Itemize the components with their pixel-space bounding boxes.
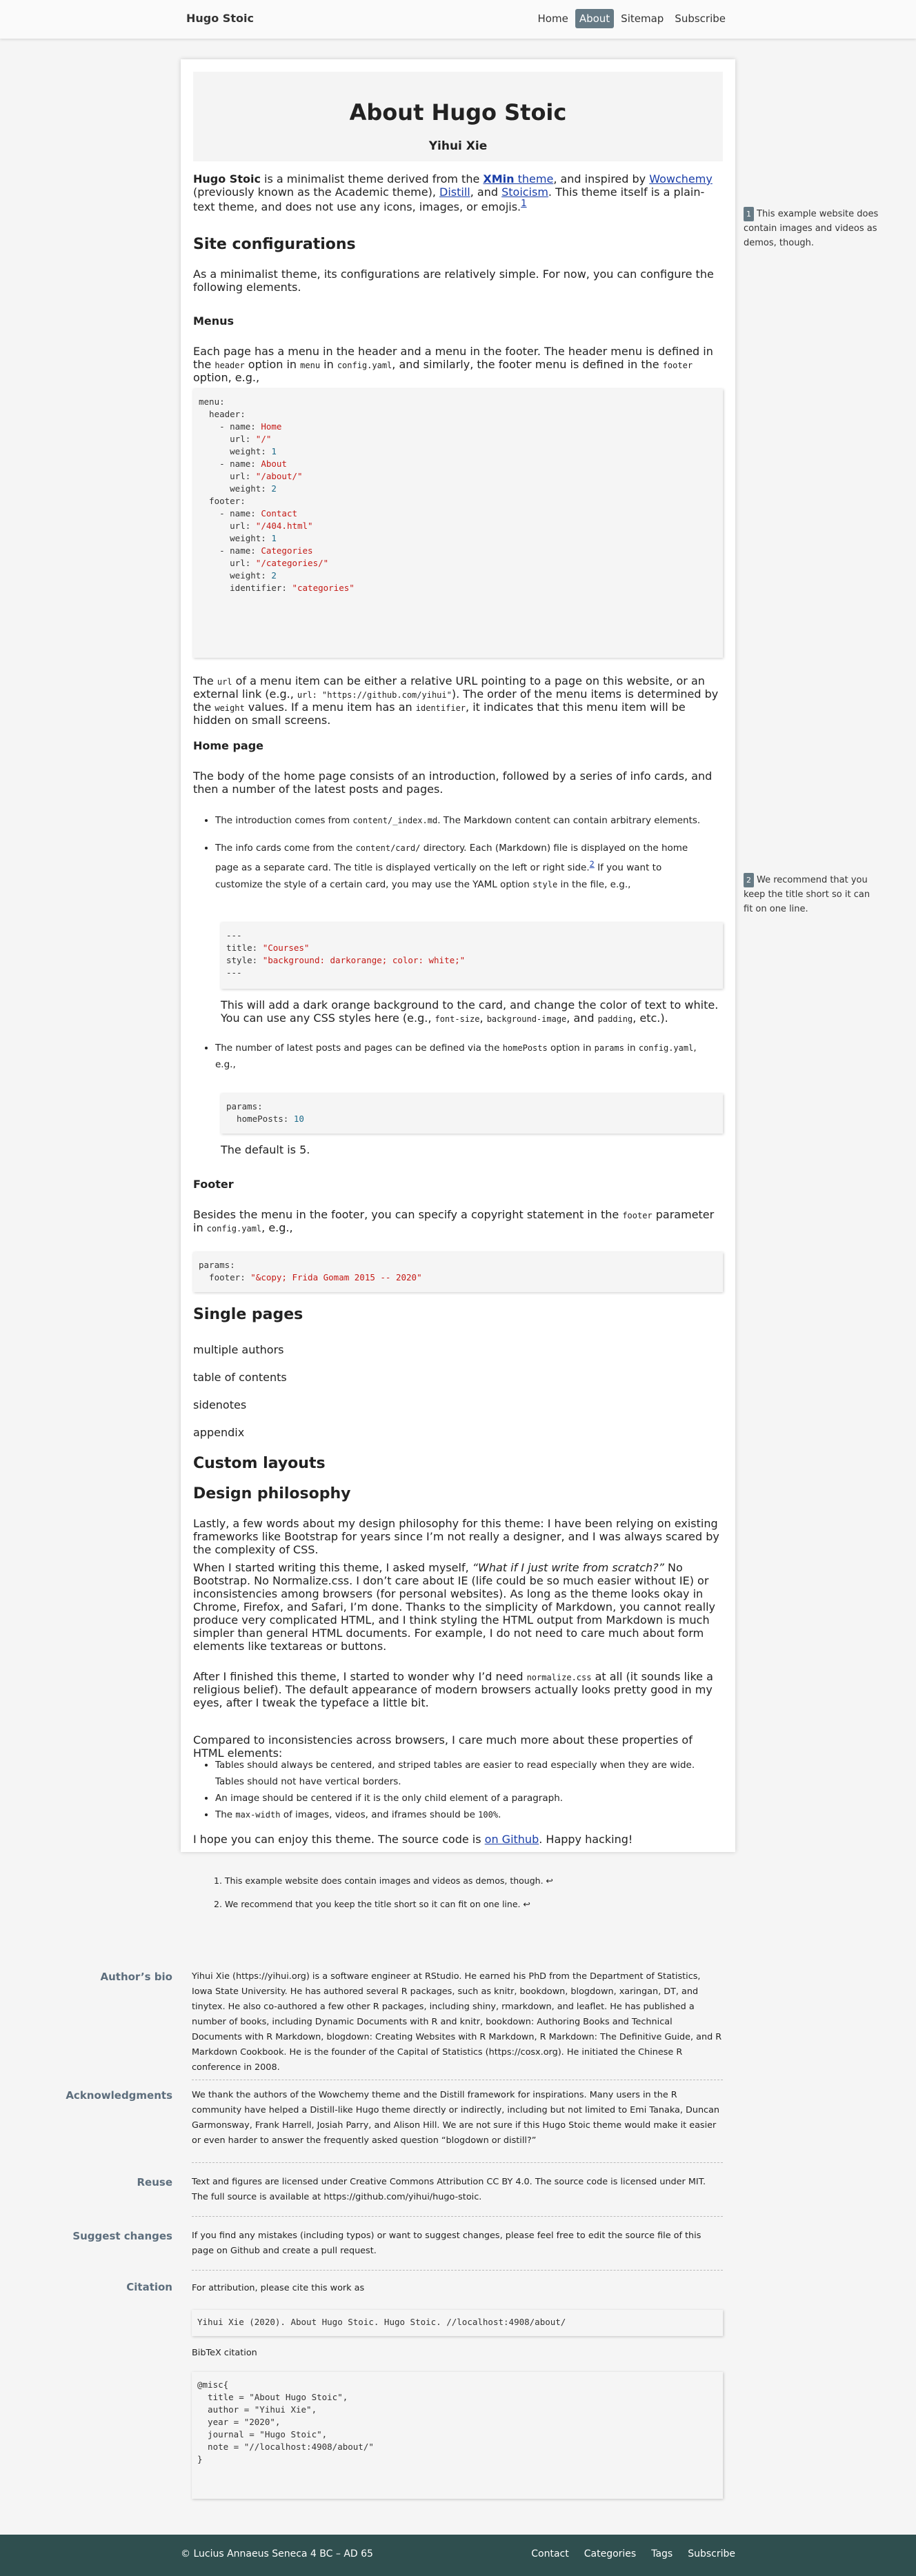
text: option, e.g., (193, 371, 260, 384)
wowchemy-link[interactable]: Wowchemy (649, 172, 713, 185)
xmin-link[interactable]: XMin (483, 172, 515, 185)
nav-about[interactable]: About (575, 9, 614, 28)
footer-link-categories[interactable]: Categories (584, 2548, 637, 2559)
enjoy-paragraph: I hope you can enjoy this theme. The source code is on Github. Happy hacking! (193, 1833, 633, 1846)
bibtex-code: @misc{ title = "About Hugo Stoic", author = "Yihui Xie", year = "2020", journal = "Hugo Stoic", note = "//localhost:4908/about/" } (192, 2372, 723, 2499)
footnote-ref-1[interactable]: 1 (521, 199, 527, 209)
suggest-label: Suggest changes (72, 2230, 172, 2242)
intro-text: (previously known as the Academic theme), (193, 185, 440, 199)
text: The (193, 674, 217, 687)
list-item: • The introduction comes from content/_index.md. The Markdown content can contain arbitrary elements. (215, 812, 712, 829)
inline-code: url (217, 677, 232, 687)
intro-text: , and (470, 185, 502, 199)
citation-label: Citation (126, 2281, 172, 2293)
code-block-params: params: homePosts: 10 (221, 1094, 723, 1134)
distill-link[interactable]: Distill (439, 185, 470, 199)
sidenote-text: This example website does contain images and videos as demos, though. (744, 209, 879, 248)
home-list (215, 812, 712, 893)
code-block-footer: params: footer: "&copy; Frida Gomam 2015 -- 2020" (193, 1252, 723, 1292)
card-style-paragraph: This will add a dark orange background to the card, and change the color of text to white. You can use any CSS styles here (e.g., font-size, background-image, and padding, etc.). (221, 998, 719, 1025)
list-item: • The max-width of images, videos, and iframes should be 100%. (215, 1807, 712, 1823)
citation-code: Yihui Xie (2020). About Hugo Stoic. Hugo Stoic. //localhost:4908/about/ (192, 2310, 723, 2336)
nav-home[interactable]: Home (537, 12, 568, 25)
reuse-text: Text and figures are licensed under Creative Commons Attribution CC BY 4.0. The source code is licensed under MIT. The full source is available at https://github.com/yihui/hugo-stoic. (192, 2177, 706, 2202)
list-item: • An image should be centered if it is the only child element of a paragraph. (215, 1790, 712, 1807)
default-paragraph: The default is 5. (221, 1143, 310, 1156)
text: , and similarly, the footer menu is defined in the (392, 358, 663, 371)
divider (192, 2216, 723, 2217)
list-item: • Tables should always be centered, and striped tables are easier to read especially when they are wide. Tables should not have vertical borders. (215, 1757, 712, 1790)
nav-subscribe[interactable]: Subscribe (675, 12, 726, 25)
sidenote-2 (744, 873, 882, 916)
text: Each page has a menu in the header and a menu in the footer. The header menu is defined in the (193, 345, 713, 371)
heading-footer: Footer (193, 1178, 234, 1191)
inline-code: header (215, 361, 245, 370)
page-title: About Hugo Stoic (349, 99, 567, 125)
design-paragraph-4: Compared to inconsistencies across browsers, I care much more about these properties of HTML elements: (193, 1733, 693, 1760)
ack-text: We thank the authors of the Wowchemy theme and the Distill framework for inspirations. Many users in the R community have helped a Distill-like Hugo theme directly or indirectly, including but not limited to Emi Tanaka, Duncan Garmonsway, Frank Harrell, Josiah Parry, and Alison Hill. We are not sure if this Hugo Stoic theme would make it easier or even harder to answer the frequently asked question “blogdown or distill?” (192, 2090, 720, 2146)
article-card (181, 59, 735, 1909)
header-menu (534, 9, 730, 28)
single-item: multiple authors (193, 1343, 284, 1356)
nav-sitemap[interactable]: Sitemap (621, 12, 664, 25)
text: ). The order of the menu items is determined by the (193, 687, 719, 714)
inline-code: config.yaml (337, 361, 392, 370)
url-paragraph (193, 674, 723, 727)
heading-custom-layouts: Custom layouts (193, 1455, 326, 1472)
inline-code: weight (215, 703, 245, 713)
design-paragraph-3: After I finished this theme, I started to wonder why I’d need normalize.css at all (it sounds like a religious belief). The default appearance of modern browsers actually looks pretty good in my eyes, after I tweak the typeface a little bit. (193, 1670, 713, 1709)
stoicism-link[interactable]: Stoicism (501, 185, 548, 199)
inline-code: menu (300, 361, 321, 370)
bio-text: Yihui Xie (https://yihui.org) is a software engineer at RStudio. He earned his PhD from the Department of Statistics, Iowa State University. He has authored several R packages, such as knitr, bookdown, blogdown, xaringan, DT, and tinytex. He also co-authored a few other R packages, including shiny, rmarkdown, and leaflet. He has published a number of books, including Dynamic Documents with R and knitr, bookdown: Authoring Books and Technical Documents with R Markdown, blogdown: Creating Websites with R Markdown, R Markdown: The Definitive Guide, and R Markdown Cookbook. He is the founder of the Capital of Statistics (https://cosx.org). He initiated the Chinese R conference in 2008. (192, 1971, 722, 2073)
top-navbar (0, 0, 916, 39)
code-block-card: --- title: "Courses" style: "background: darkorange; color: white;" --- (221, 923, 723, 989)
footnote-ref-2[interactable]: 2 (589, 860, 595, 869)
inline-code: footer (662, 361, 693, 370)
github-link[interactable]: on Github (484, 1833, 539, 1846)
heading-single-pages: Single pages (193, 1306, 303, 1323)
inline-code: url: "https://github.com/yihui" (297, 690, 452, 700)
footer-link-tags[interactable]: Tags (651, 2548, 673, 2559)
inline-code: identifier (415, 703, 466, 713)
suggest-text: If you find any mistakes (including typos) or want to suggest changes, please feel free to edit the source file of this page on Github and create a pull request. (192, 2231, 701, 2256)
ack-label: Acknowledgments (66, 2089, 172, 2102)
single-item: table of contents (193, 1371, 287, 1384)
intro-text: is a minimalist theme derived from the (260, 172, 484, 185)
text: values. If a menu item has an (244, 701, 416, 714)
divider (192, 2270, 723, 2271)
sidenote-1 (744, 207, 882, 250)
site-config-paragraph: As a minimalist theme, its configurations are relatively simple. For now, you can configure the following elements. (193, 268, 714, 294)
list-item: • The number of latest posts and pages can be defined via the homePosts option in params in config.yaml, e.g., (215, 1040, 712, 1073)
reuse-label: Reuse (137, 2176, 172, 2188)
sidenote-number: 2 (744, 873, 754, 887)
menus-paragraph (193, 345, 723, 384)
sidenote-number: 1 (744, 207, 754, 221)
bio-label: Author’s bio (100, 1971, 172, 1983)
citation-intro: For attribution, please cite this work as (192, 2283, 365, 2293)
heading-home-page: Home page (193, 739, 264, 752)
heading-menus: Menus (193, 314, 235, 328)
design-paragraph-2: When I started writing this theme, I asked myself, “What if I just write from scratch?” No Bootstrap. No Normalize.css. I don’t care about IE (life could be so much easier without IE) or inconsistencies among browsers (for personal websites). As long as the theme looks okay in Chrome, Firefox, and Safari, I’m done. Thanks to the simplicity of Markdown, you cannot really produce very complicated HTML, and I think styling the HTML output from Markdown is much simpler than general HTML documents. For example, I do not need to care much about form elements like textareas or buttons. (193, 1561, 715, 1653)
home-list-2 (215, 1040, 712, 1073)
single-item: sidenotes (193, 1398, 247, 1411)
copyright: © Lucius Annaeus Seneca 4 BC – AD 65 (181, 2548, 373, 2559)
article-header (193, 72, 723, 161)
intro-text: , and inspired by (553, 172, 650, 185)
home-paragraph: The body of the home page consists of an introduction, followed by a series of info cards, and then a number of the latest posts and pages. (193, 769, 713, 796)
single-item: appendix (193, 1426, 245, 1439)
footer-menu (531, 2548, 735, 2559)
footnote-2: 2. We recommend that you keep the title short so it can fit on one line. ↩ (214, 1899, 530, 1909)
bibtex-label: BibTeX citation (192, 2348, 257, 2358)
text: of a menu item can be either a relative URL pointing to a page on this website, or an external link (e.g., (193, 674, 705, 701)
footer-link-subscribe[interactable]: Subscribe (688, 2548, 735, 2559)
footnote-1: 1. This example website does contain images and videos as demos, though. ↩ (214, 1875, 553, 1886)
props-list (215, 1757, 712, 1823)
site-footer (0, 2535, 916, 2576)
footer-paragraph: Besides the menu in the footer, you can specify a copyright statement in the footer parameter in config.yaml, e.g., (193, 1208, 715, 1234)
text: option in (244, 358, 301, 371)
footer-link-contact[interactable]: Contact (531, 2548, 569, 2559)
intro-bold: Hugo Stoic (193, 172, 261, 185)
intro-paragraph (193, 172, 723, 213)
site-brand[interactable]: Hugo Stoic (186, 12, 254, 25)
text: , it indicates that this menu item will be hidden on small screens. (193, 701, 686, 727)
text: in (320, 358, 337, 371)
intro-text: . This theme itself is a plain-text theme, and does not use any icons, images, or emojis. (193, 185, 705, 214)
design-paragraph-1: Lastly, a few words about my design philosophy for this theme: I have been relying on existing frameworks like Bootstrap for years since I’m not really a designer, and I was always scared by the complexity of CSS. (193, 1517, 719, 1556)
code-block-menu: menu: header: - name: Home url: "/" weight: 1 - name: About url: "/about/" weight: 2 footer: - name: Contact url: "/404.html" weight: 1 - name: Categories url: "/categories/" weight: 2 identifier: "categories" (193, 389, 723, 658)
divider (192, 2162, 723, 2163)
heading-site-config: Site configurations (193, 236, 356, 253)
page-author: Yihui Xie (428, 139, 488, 153)
theme-link[interactable]: theme (514, 172, 554, 185)
list-item: • The info cards come from the content/card/ directory. Each (Markdown) file is displayed on the home page as a separate card. The title is displayed vertically on the left or right side.$^2$ If you want to customize the style of a certain card, you may use the YAML option style in the file, e.g., (215, 840, 712, 893)
heading-design: Design philosophy (193, 1485, 351, 1502)
sidenote-text: We recommend that you keep the title short so it can fit on one line. (744, 875, 870, 914)
